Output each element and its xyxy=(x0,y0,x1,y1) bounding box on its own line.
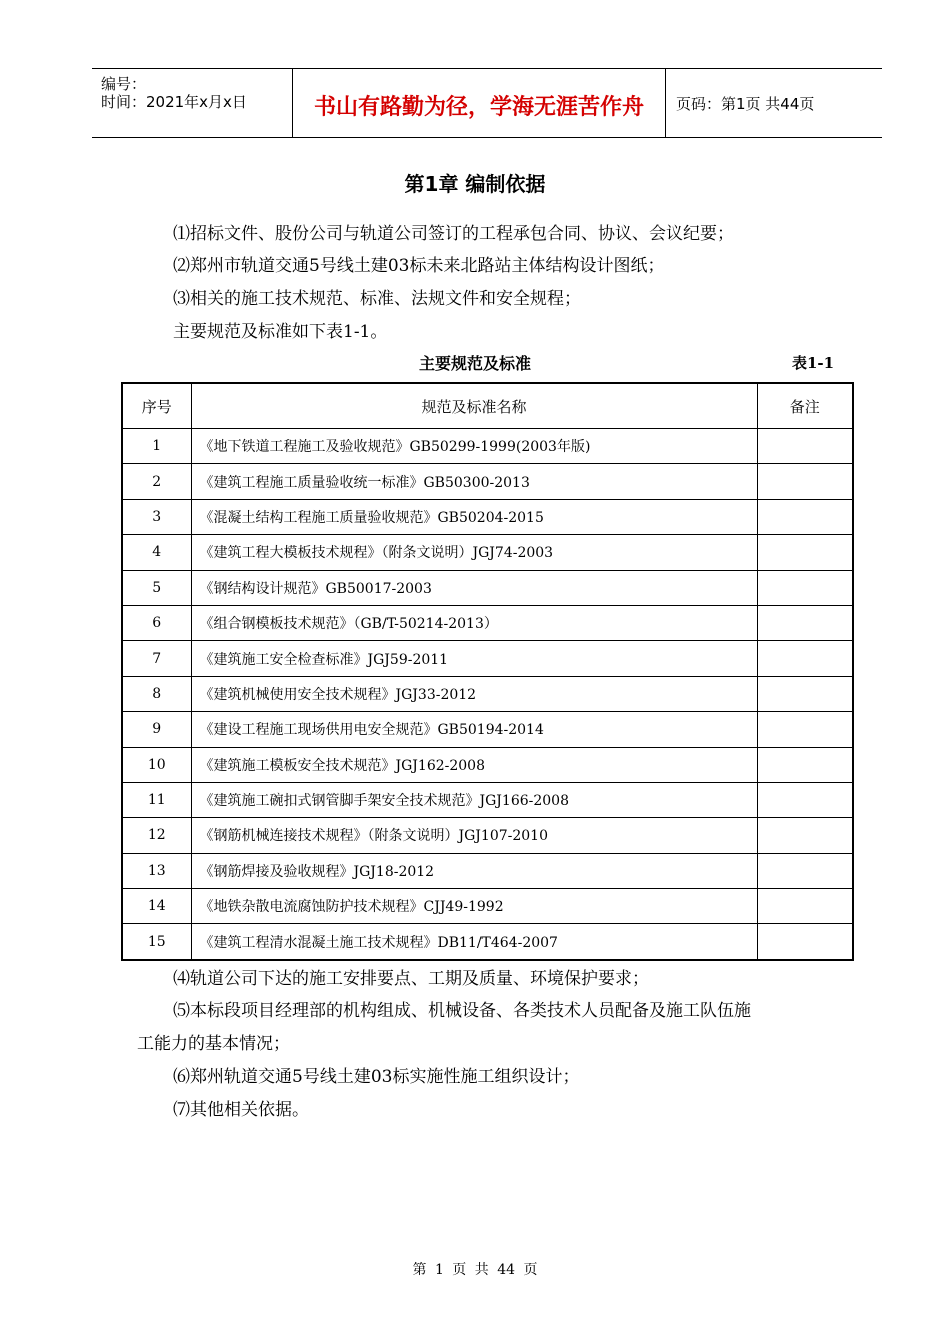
paragraph-1: ⑴招标文件、股份公司与轨道公司签订的工程承包合同、协议、会议纪要； xyxy=(173,224,734,244)
table-row xyxy=(122,782,853,817)
standards-table xyxy=(121,382,854,961)
table-row xyxy=(122,889,853,924)
row-no: 6 xyxy=(122,605,191,640)
row-note xyxy=(757,747,853,782)
table-caption: 主要规范及标准 xyxy=(418,354,531,373)
row-name: 《地下铁道工程施工及验收规范》GB50299-1999(2003年版) xyxy=(191,429,757,464)
header-motto-cell xyxy=(292,69,666,137)
row-no: 2 xyxy=(122,464,191,499)
table-row xyxy=(122,853,853,888)
header-note: 备注 xyxy=(757,383,853,429)
row-no: 11 xyxy=(122,782,191,817)
row-no: 15 xyxy=(122,924,191,960)
page-info: 页码：第1页 共44页 xyxy=(676,95,815,113)
row-note xyxy=(757,712,853,747)
serial-label: 编号： xyxy=(101,75,147,93)
row-name: 《钢筋焊接及验收规程》JGJ18-2012 xyxy=(191,853,757,888)
row-name: 《混凝土结构工程施工质量验收规范》GB50204-2015 xyxy=(191,499,757,534)
row-name: 《钢筋机械连接技术规程》（附条文说明）JGJ107-2010 xyxy=(191,818,757,853)
row-no: 8 xyxy=(122,676,191,711)
row-note xyxy=(757,605,853,640)
row-name: 《建筑施工安全检查标准》JGJ59-2011 xyxy=(191,641,757,676)
row-name: 《钢结构设计规范》GB50017-2003 xyxy=(191,570,757,605)
table-row xyxy=(122,570,853,605)
paragraph-2: ⑵郑州市轨道交通5号线土建03标未来北路站主体结构设计图纸； xyxy=(173,256,665,276)
row-no: 4 xyxy=(122,535,191,570)
paragraph-5: ⑷轨道公司下达的施工安排要点、工期及质量、环境保护要求； xyxy=(173,969,649,989)
row-note xyxy=(757,676,853,711)
row-no: 12 xyxy=(122,818,191,853)
header-name: 规范及标准名称 xyxy=(191,383,757,429)
row-name: 《建筑工程施工质量验收统一标准》GB50300-2013 xyxy=(191,464,757,499)
row-note xyxy=(757,853,853,888)
time-label: 时间：2021年x月x日 xyxy=(101,93,247,111)
paragraph-6: ⑸本标段项目经理部的机构组成、机械设备、各类技术人员配备及施工队伍施 xyxy=(173,1001,751,1021)
row-note xyxy=(757,429,853,464)
paragraph-4: 主要规范及标准如下表1-1。 xyxy=(173,322,388,342)
paragraph-3: ⑶相关的施工技术规范、标准、法规文件和安全规程； xyxy=(173,289,581,309)
row-no: 5 xyxy=(122,570,191,605)
row-note xyxy=(757,924,853,960)
paragraph-8: ⑺其他相关依据。 xyxy=(173,1100,309,1120)
motto: 书山有路勤为径，学海无涯苦作舟 xyxy=(313,95,644,120)
paragraph-7: ⑹郑州轨道交通5号线土建03标实施性施工组织设计； xyxy=(173,1067,580,1087)
row-name: 《建筑机械使用安全技术规程》JGJ33-2012 xyxy=(191,676,757,711)
header-no: 序号 xyxy=(122,383,191,429)
row-name: 《建筑施工模板安全技术规范》JGJ162-2008 xyxy=(191,747,757,782)
row-name: 《组合钢模板技术规范》（GB/T-50214-2013） xyxy=(191,605,757,640)
row-name: 《地铁杂散电流腐蚀防护技术规程》CJJ49-1992 xyxy=(191,889,757,924)
row-note xyxy=(757,782,853,817)
row-note xyxy=(757,499,853,534)
row-note xyxy=(757,889,853,924)
row-no: 10 xyxy=(122,747,191,782)
table-row xyxy=(122,712,853,747)
table-header-row xyxy=(122,383,853,429)
row-no: 3 xyxy=(122,499,191,534)
table-row xyxy=(122,464,853,499)
row-no: 7 xyxy=(122,641,191,676)
header-meta-cell xyxy=(92,69,292,137)
table-row xyxy=(122,676,853,711)
chapter-title: 第1章 编制依据 xyxy=(404,172,546,196)
row-note xyxy=(757,464,853,499)
table-row xyxy=(122,924,853,960)
table-number: 表1-1 xyxy=(792,354,835,372)
row-note xyxy=(757,641,853,676)
row-name: 《建筑工程清水混凝土施工技术规程》DB11/T464-2007 xyxy=(191,924,757,960)
table-row xyxy=(122,535,853,570)
row-name: 《建筑施工碗扣式钢管脚手架安全技术规范》JGJ166-2008 xyxy=(191,782,757,817)
row-no: 1 xyxy=(122,429,191,464)
row-no: 14 xyxy=(122,889,191,924)
row-name: 《建设工程施工现场供用电安全规范》GB50194-2014 xyxy=(191,712,757,747)
row-note xyxy=(757,818,853,853)
page-header xyxy=(92,68,882,138)
row-name: 《建筑工程大模板技术规程》（附条文说明）JGJ74-2003 xyxy=(191,535,757,570)
row-note xyxy=(757,535,853,570)
table-row xyxy=(122,818,853,853)
page-footer: 第 1 页 共 44 页 xyxy=(412,1262,538,1278)
table-row xyxy=(122,499,853,534)
row-no: 9 xyxy=(122,712,191,747)
table-row xyxy=(122,747,853,782)
table-row xyxy=(122,429,853,464)
paragraph-6-continued: 工能力的基本情况； xyxy=(137,1034,290,1054)
table-row xyxy=(122,605,853,640)
row-no: 13 xyxy=(122,853,191,888)
row-note xyxy=(757,570,853,605)
table-row xyxy=(122,641,853,676)
header-page-cell xyxy=(666,69,882,137)
